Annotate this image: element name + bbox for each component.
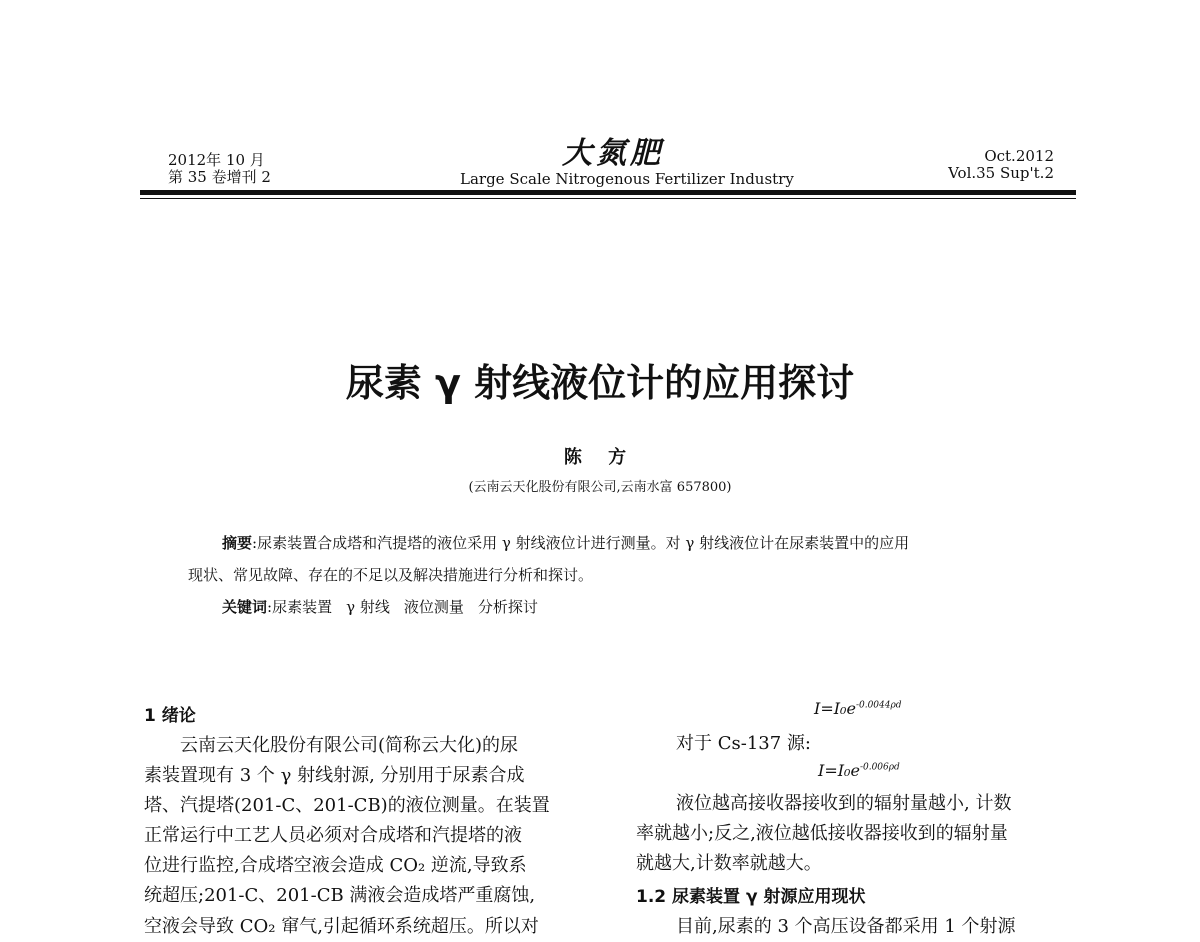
body-line: 目前,尿素的 3 个高压设备都采用 1 个射源 [676,916,1016,937]
abstract-text-1: :尿素装置合成塔和汽提塔的液位采用 γ 射线液位计进行测量。对 γ 射线液位计在尿素装置中的应用 [252,534,910,552]
body-line: 云南云天化股份有限公司(简称云大化)的尿 [180,735,519,756]
keyword-item: 分析探讨 [477,598,538,616]
keywords-separator: : [267,598,273,616]
body-line: 就越大,计数率就越大。 [636,853,822,874]
journal-logo-text: 大氮肥 [562,136,664,171]
issue-volume: 第 35 卷增刊 2 [168,168,271,186]
body-line: 塔、汽提塔(201-C、201-CB)的液位测量。在装置 [144,795,550,816]
section-1-2-heading: 1.2 尿素装置 γ 射源应用现状 [636,887,866,907]
formula-attenuation-1 [814,699,902,718]
keywords-label: 关键词 [222,598,268,616]
paper-title: 尿素 γ 射线液位计的应用探讨 [345,361,855,405]
header-rule-thick [140,190,1076,195]
header-rule-thin [140,198,1076,199]
body-line: 位进行监控,合成塔空液会造成 CO₂ 逆流,导致系 [144,855,527,876]
formula-attenuation-2 [818,761,900,780]
section-1-heading: 1 绪论 [144,706,196,726]
body-line: 液位越高接收器接收到的辐射量越小, 计数 [676,793,1012,814]
author-affiliation: (云南云天化股份有限公司,云南水富 657800) [468,480,732,495]
body-line: 正常运行中工艺人员必须对合成塔和汽提塔的液 [144,825,522,846]
paper-author: 陈 方 [563,447,637,468]
formula-2-exponent: -0.006ρd [859,762,900,773]
journal-masthead [460,136,794,188]
journal-english-name: Large Scale Nitrogenous Fertilizer Industry [460,170,794,188]
abstract-text-2: 现状、常见故障、存在的不足以及解决措施进行分析和探讨。 [188,566,594,584]
cs137-line: 对于 Cs-137 源: [676,733,811,754]
keyword-item: 尿素装置 [272,598,333,616]
abstract-line-1 [222,532,909,553]
keyword-item: γ 射线 [346,598,390,616]
body-line: 统超压;201-C、201-CB 满液会造成塔严重腐蚀, [144,885,536,906]
abstract-label: 摘要 [222,534,253,552]
keyword-item: 液位测量 [403,598,464,616]
formula-1-exponent: -0.0044ρd [855,700,902,711]
body-line: 率就越小;反之,液位越低接收器接收到的辐射量 [636,823,1008,844]
formula-2-base: I=I₀e [818,761,860,780]
body-line: 空液会导致 CO₂ 窜气,引起循环系统超压。所以对 [144,916,539,937]
keywords [222,596,552,617]
formula-1-base: I=I₀e [814,699,856,718]
issue-volume-en: Vol.35 Sup't.2 [948,164,1054,182]
issue-info-en [948,148,1054,182]
issue-date-en: Oct.2012 [984,147,1054,165]
body-line: 素装置现有 3 个 γ 射线射源, 分别用于尿素合成 [144,765,525,786]
issue-date: 2012年 10 月 [168,151,265,169]
issue-date-info [168,152,271,186]
